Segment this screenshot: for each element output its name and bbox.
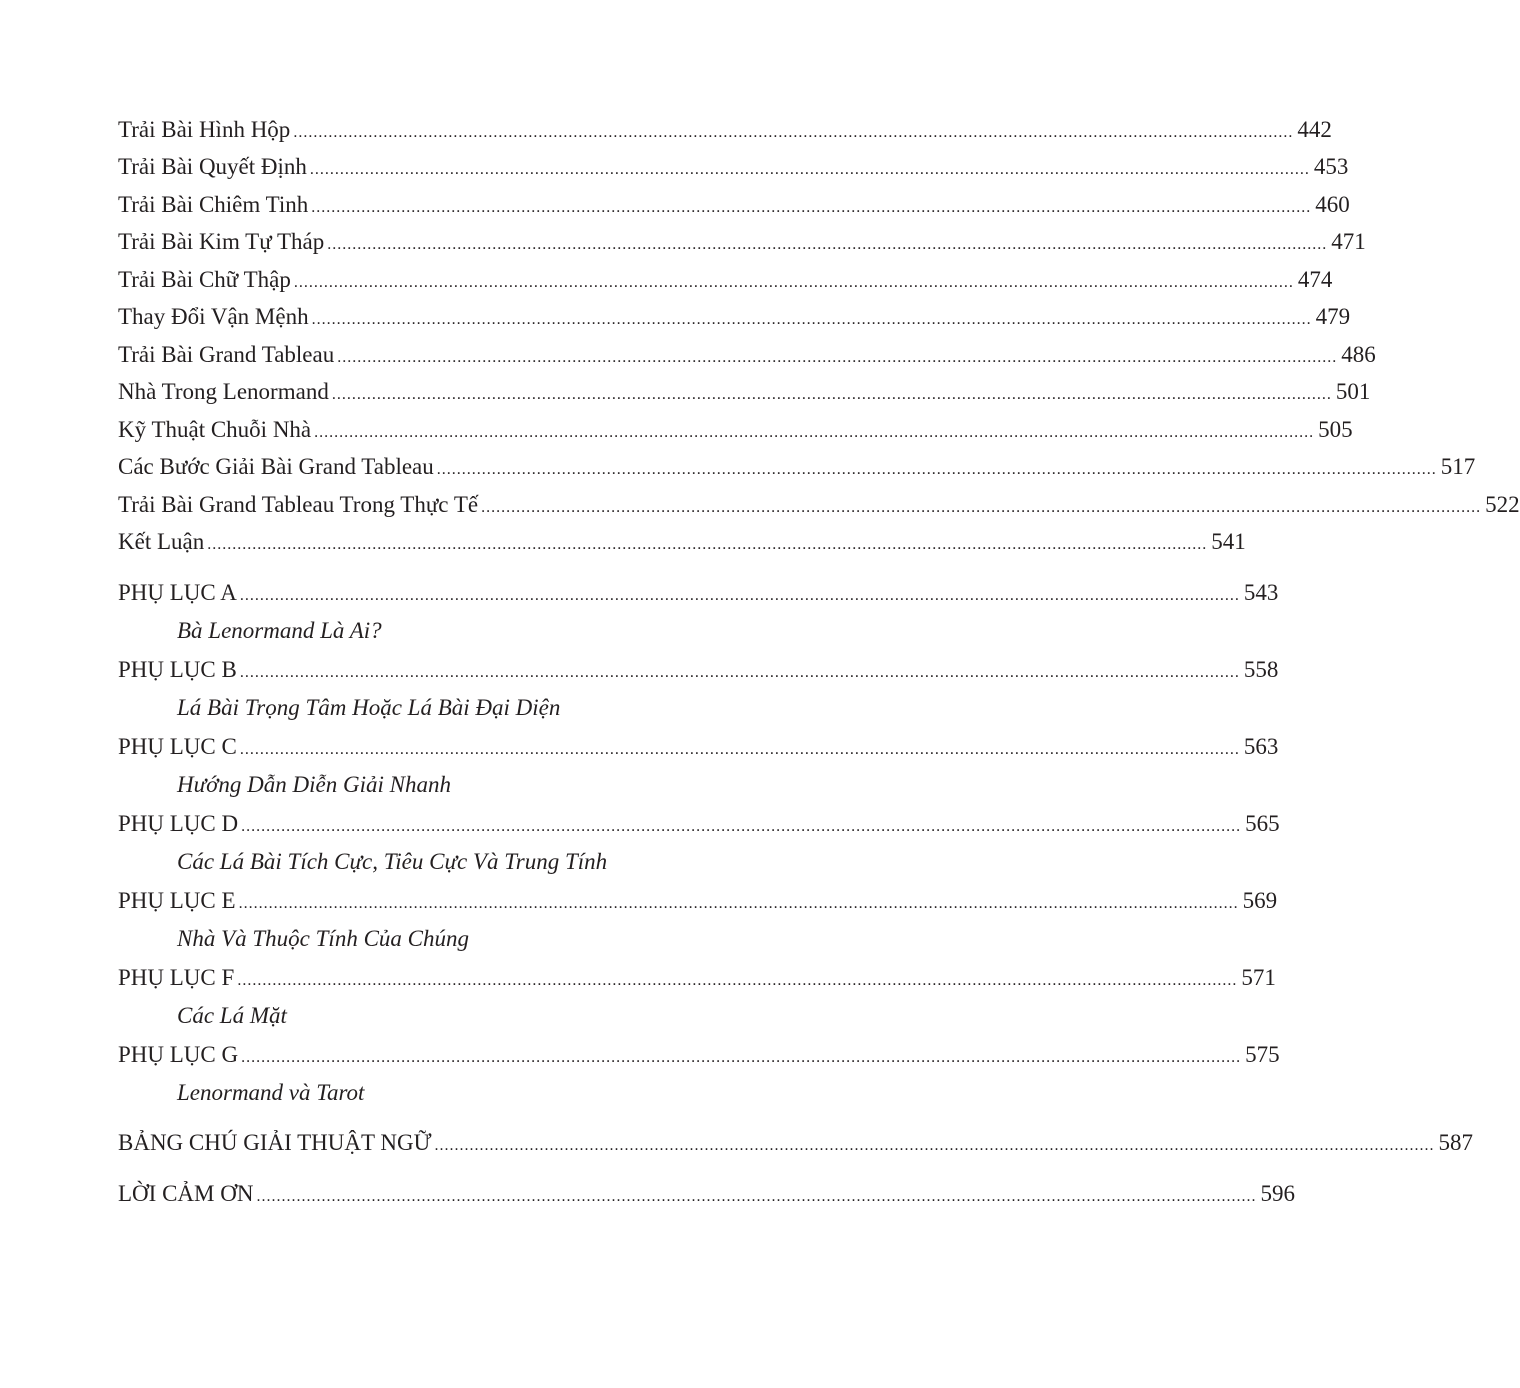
appendix-page: 563 bbox=[1243, 734, 1279, 759]
dot-leader: ........................................................................................................................................................................................................ bbox=[436, 461, 1437, 478]
appendix-subtitle: Lenormand và Tarot bbox=[177, 1080, 365, 1105]
dot-leader: ........................................................................................................................................................................................................ bbox=[293, 124, 1294, 141]
dot-leader: ........................................................................................................................................................................................................ bbox=[314, 424, 1315, 441]
appendix-entry bbox=[118, 732, 1279, 762]
dot-leader: ........................................................................................................................................................................................................ bbox=[293, 274, 1294, 291]
entry-title: Trải Bài Kim Tự Tháp bbox=[118, 229, 325, 254]
dot-leader: ........................................................................................................................................................................................................ bbox=[237, 972, 1238, 989]
appendix-subtitle: Hướng Dẫn Diễn Giải Nhanh bbox=[177, 772, 451, 797]
appendix-title: PHỤ LỤC B bbox=[118, 657, 237, 682]
toc-entry bbox=[118, 190, 1350, 220]
appendix-entry bbox=[118, 963, 1276, 993]
dot-leader: ........................................................................................................................................................................................................ bbox=[311, 199, 1312, 216]
entry-title: Nhà Trong Lenormand bbox=[118, 379, 329, 404]
appendix-page: 543 bbox=[1243, 580, 1279, 605]
entry-page: 460 bbox=[1315, 192, 1350, 217]
entry-title: Các Bước Giải Bài Grand Tableau bbox=[118, 454, 434, 479]
acknowledgements-page: 596 bbox=[1260, 1181, 1295, 1206]
appendix-title: PHỤ LỤC D bbox=[118, 811, 239, 836]
appendix-entry bbox=[118, 578, 1279, 608]
dot-leader: ........................................................................................................................................................................................................ bbox=[238, 895, 1239, 912]
toc-entry bbox=[118, 377, 1371, 407]
entry-title: Trải Bài Chữ Thập bbox=[118, 267, 291, 292]
toc-entry bbox=[118, 152, 1349, 182]
toc-entry bbox=[118, 265, 1333, 295]
dot-leader: ........................................................................................................................................................................................................ bbox=[331, 386, 1332, 403]
appendix-page: 571 bbox=[1241, 965, 1276, 990]
entry-page: 486 bbox=[1341, 342, 1376, 367]
entry-title: Kỹ Thuật Chuỗi Nhà bbox=[118, 417, 312, 442]
dot-leader: ........................................................................................................................................................................................................ bbox=[207, 536, 1208, 553]
dot-leader: ........................................................................................................................................................................................................ bbox=[309, 161, 1310, 178]
appendix-page: 565 bbox=[1245, 811, 1280, 836]
dot-leader: ........................................................................................................................................................................................................ bbox=[241, 1049, 1242, 1066]
entry-title: Trải Bài Hình Hộp bbox=[118, 117, 291, 142]
dot-leader: ........................................................................................................................................................................................................ bbox=[337, 349, 1338, 366]
entry-title: Trải Bài Grand Tableau Trong Thực Tế bbox=[118, 492, 479, 517]
glossary-entry bbox=[118, 1128, 1473, 1158]
appendix-page: 558 bbox=[1243, 657, 1279, 682]
entry-title: Trải Bài Grand Tableau bbox=[118, 342, 335, 367]
appendix-subtitle: Nhà Và Thuộc Tính Của Chúng bbox=[177, 926, 470, 951]
toc-entry bbox=[118, 340, 1376, 370]
entry-page: 501 bbox=[1335, 379, 1371, 404]
appendix-title: PHỤ LỤC G bbox=[118, 1042, 239, 1067]
dot-leader: ........................................................................................................................................................................................................ bbox=[239, 587, 1240, 604]
dot-leader: ........................................................................................................................................................................................................ bbox=[256, 1188, 1257, 1205]
entry-page: 517 bbox=[1440, 454, 1476, 479]
appendix-page: 575 bbox=[1245, 1042, 1280, 1067]
acknowledgements-entry bbox=[118, 1179, 1295, 1209]
dot-leader: ........................................................................................................................................................................................................ bbox=[241, 818, 1242, 835]
glossary-title: BẢNG CHÚ GIẢI THUẬT NGỮ bbox=[118, 1130, 432, 1155]
entry-page: 522 bbox=[1485, 492, 1520, 517]
entry-page: 479 bbox=[1315, 304, 1351, 329]
appendix-subtitle: Các Lá Bài Tích Cực, Tiêu Cực Và Trung Tính bbox=[177, 849, 608, 874]
appendix-title: PHỤ LỤC F bbox=[118, 965, 235, 990]
appendix-entry bbox=[118, 655, 1279, 685]
entry-page: 541 bbox=[1211, 529, 1246, 554]
toc-entry bbox=[118, 452, 1476, 482]
dot-leader: ........................................................................................................................................................................................................ bbox=[434, 1137, 1435, 1154]
dot-leader: ........................................................................................................................................................................................................ bbox=[327, 236, 1328, 253]
appendix-title: PHỤ LỤC A bbox=[118, 580, 237, 605]
appendix-page: 569 bbox=[1242, 888, 1278, 913]
dot-leader: ........................................................................................................................................................................................................ bbox=[239, 741, 1240, 758]
entry-page: 474 bbox=[1297, 267, 1333, 292]
appendix-title: PHỤ LỤC C bbox=[118, 734, 237, 759]
entry-page: 453 bbox=[1313, 154, 1349, 179]
entry-page: 505 bbox=[1318, 417, 1353, 442]
acknowledgements-title: LỜI CẢM ƠN bbox=[118, 1181, 254, 1206]
entry-title: Thay Đổi Vận Mệnh bbox=[118, 304, 309, 329]
entry-page: 442 bbox=[1297, 117, 1332, 142]
dot-leader: ........................................................................................................................................................................................................ bbox=[311, 311, 1312, 328]
toc-entry bbox=[118, 415, 1353, 445]
toc-entry bbox=[118, 115, 1332, 145]
appendix-title: PHỤ LỤC E bbox=[118, 888, 236, 913]
toc-entry bbox=[118, 227, 1366, 257]
dot-leader: ........................................................................................................................................................................................................ bbox=[481, 499, 1482, 516]
appendix-subtitle: Lá Bài Trọng Tâm Hoặc Lá Bài Đại Diện bbox=[177, 695, 561, 720]
appendix-subtitle: Bà Lenormand Là Ai? bbox=[177, 618, 382, 643]
glossary-page: 587 bbox=[1438, 1130, 1473, 1155]
appendix-entry bbox=[118, 1040, 1280, 1070]
dot-leader: ........................................................................................................................................................................................................ bbox=[239, 664, 1240, 681]
entry-page: 471 bbox=[1331, 229, 1366, 254]
entry-title: Trải Bài Quyết Định bbox=[118, 154, 307, 179]
toc-entry bbox=[118, 490, 1520, 520]
toc-entry bbox=[118, 302, 1351, 332]
appendix-entry bbox=[118, 886, 1278, 916]
appendix-subtitle: Các Lá Mặt bbox=[177, 1003, 287, 1028]
entry-title: Trải Bài Chiêm Tinh bbox=[118, 192, 309, 217]
appendix-entry bbox=[118, 809, 1280, 839]
entry-title: Kết Luận bbox=[118, 529, 205, 554]
toc-entry bbox=[118, 527, 1246, 557]
